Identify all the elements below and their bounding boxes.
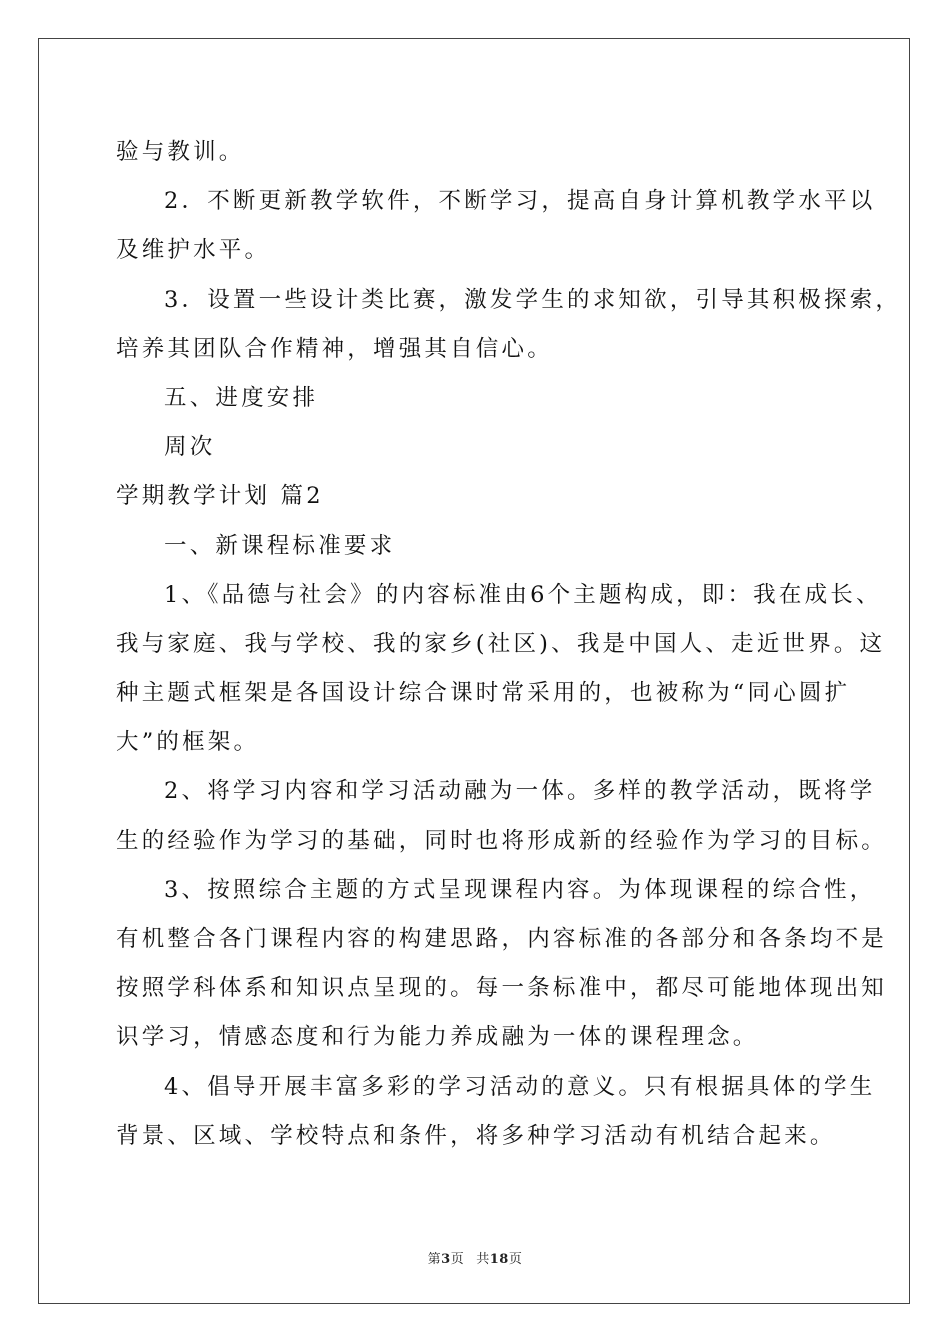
text-line: 2、将学习内容和学习活动融为一体。多样的教学活动，既将学 bbox=[164, 778, 876, 805]
page-footer bbox=[0, 1248, 950, 1267]
text-line: 背景、区域、学校特点和条件，将多种学习活动有机结合起来。 bbox=[116, 1122, 836, 1149]
text-line: 生的经验作为学习的基础，同时也将形成新的经验作为学习的目标。 bbox=[116, 827, 888, 854]
text-line: 我与家庭、我与学校、我的家乡(社区)、我是中国人、走近世界。这 bbox=[116, 630, 886, 657]
section-heading: 一、新课程标准要求 bbox=[164, 532, 396, 559]
text-line: 大”的框架。 bbox=[116, 729, 260, 756]
section-heading: 五、进度安排 bbox=[164, 384, 319, 411]
text-line: 2．不断更新教学软件，不断学习，提高自身计算机教学水平以 bbox=[164, 188, 876, 215]
page-indicator: 第3页 bbox=[427, 1252, 465, 1267]
text-line: 4、倡导开展丰富多彩的学习活动的意义。只有根据具体的学生 bbox=[164, 1073, 876, 1100]
text-line: 培养其团队合作精神，增强其自信心。 bbox=[116, 335, 553, 362]
text-line: 及维护水平。 bbox=[116, 237, 271, 264]
text-line: 周次 bbox=[164, 434, 216, 461]
text-line: 1、《品德与社会》的内容标准由6个主题构成，即：我在成长、 bbox=[164, 581, 882, 608]
text-line: 按照学科体系和知识点呈现的。每一条标准中，都尽可能地体现出知 bbox=[116, 975, 888, 1002]
text-line: 种主题式框架是各国设计综合课时常采用的，也被称为“同心圆扩 bbox=[116, 680, 851, 707]
article-title: 学期教学计划 篇2 bbox=[116, 483, 324, 510]
total-pages-indicator: 共18页 bbox=[476, 1252, 523, 1267]
text-line: 3、按照综合主题的方式呈现课程内容。为体现课程的综合性， bbox=[164, 876, 876, 903]
text-line: 有机整合各门课程内容的构建思路，内容标准的各部分和各条均不是 bbox=[116, 926, 888, 952]
text-line: 验与教训。 bbox=[116, 139, 245, 165]
text-line: 3．设置一些设计类比赛，激发学生的求知欲，引导其积极探索， bbox=[164, 286, 902, 313]
text-line: 识学习，情感态度和行为能力养成融为一体的课程理念。 bbox=[116, 1024, 759, 1051]
document-body bbox=[116, 128, 902, 1161]
